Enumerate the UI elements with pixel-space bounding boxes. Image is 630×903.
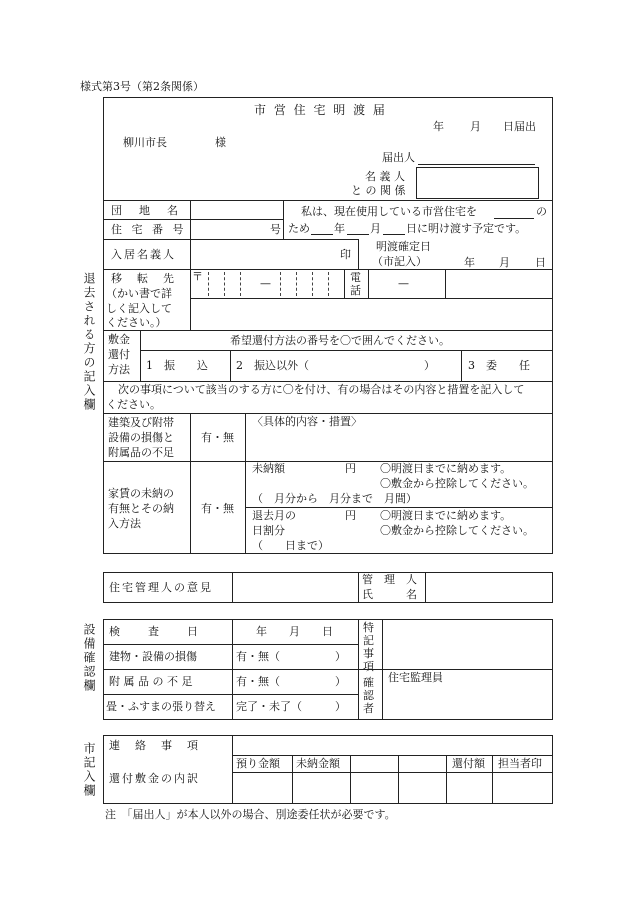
rent-label-2: 有無とその納 xyxy=(108,502,174,515)
rent-choice[interactable]: 有・無 xyxy=(201,502,234,515)
ake-month: 月 xyxy=(499,256,510,269)
form-title: 市 営 住 宅 明 渡 届 xyxy=(254,103,387,117)
date-submit-day: 日届出 xyxy=(503,120,536,133)
manager-name-label-2: 氏 名 xyxy=(362,588,417,601)
refund-detail-label: 還付敷金の内訳 xyxy=(109,772,200,785)
iten-label-4: ください。） xyxy=(106,316,167,329)
inspect-label: 検 査 日 xyxy=(109,625,200,638)
postal-mark: 〒 xyxy=(192,270,203,283)
postal-dash: — xyxy=(260,277,271,290)
statement-2b: 年 xyxy=(334,222,345,235)
go-unit: 号 xyxy=(270,223,281,236)
meigi-label: 入居名義人 xyxy=(111,248,176,261)
deposit-label-3: 方法 xyxy=(108,363,130,376)
contact-label: 連 絡 事 項 xyxy=(109,739,200,752)
iten-label-3: しく記入して xyxy=(106,302,172,315)
col-refund: 還付額 xyxy=(452,757,485,770)
rent-label-1: 家賃の未納の xyxy=(108,487,174,500)
rent-period: （ 月分から 月分まで 月間） xyxy=(252,492,417,505)
damage-detail-heading: 〈具体的内容・措置〉 xyxy=(252,415,362,428)
damage-choice[interactable]: 有・無 xyxy=(201,431,234,444)
facility-damage-label: 建物・設備の損傷 xyxy=(109,650,197,663)
date-year: 年 xyxy=(433,120,444,133)
iten-label-2: （かい書で詳 xyxy=(106,287,172,300)
facility-tatami-label: 畳・ふすまの張り替え xyxy=(106,700,216,713)
rent-option-c[interactable]: 〇明渡日までに納めます。 xyxy=(380,509,512,522)
statement-2c: 月 xyxy=(370,222,381,235)
facility-tatami-value[interactable]: 完了・未了（ ） xyxy=(236,700,346,713)
phone-label-2: 話 xyxy=(350,284,361,297)
ake-year: 年 xyxy=(464,256,475,269)
damage-label-1: 建築及び附帯 xyxy=(108,416,174,429)
col-unpaid: 未納金額 xyxy=(296,757,340,770)
items-instruction-1: 次の事項について該当のする方に〇を付け、有の場合はその内容と措置を記入して xyxy=(118,383,525,396)
side-label-facility: 設備確認欄 xyxy=(82,623,96,693)
supervisor-label: 住宅監理員 xyxy=(388,671,443,684)
rent-yen: 円 xyxy=(345,462,356,475)
submitter-label: 届出人 xyxy=(382,151,415,164)
manager-name-label-1: 管 理 人 xyxy=(362,573,417,586)
deposit-option-other[interactable]: 2 振込以外（ xyxy=(236,359,309,372)
date-month: 月 xyxy=(470,120,481,133)
addressee-name: 柳川市長 xyxy=(123,136,167,149)
side-label-city: 市記入欄 xyxy=(82,742,96,798)
col-deposit: 預り金額 xyxy=(236,757,280,770)
relation-label-1: 名 義 人 xyxy=(365,170,405,183)
rent-label-3: 入方法 xyxy=(108,517,141,530)
deposit-option-other-close: ） xyxy=(424,359,435,372)
rent-option-b[interactable]: 〇敷金から控除してください。 xyxy=(380,477,534,490)
submitter-input-line[interactable] xyxy=(418,164,535,165)
facility-missing-value[interactable]: 有・無（ ） xyxy=(236,675,346,688)
facility-damage-value[interactable]: 有・無（ ） xyxy=(236,650,346,663)
statement-no: の xyxy=(536,205,547,218)
rent-until: （ 日まで） xyxy=(252,539,329,552)
manager-opinion-label: 住宅管理人の意見 xyxy=(109,581,213,594)
jutaku-no-label: 住 宅 番 号 xyxy=(111,223,187,236)
rent-daily: 日割分 xyxy=(252,524,285,537)
phone-label-1: 電 xyxy=(350,271,361,284)
inspect-value: 年 月 日 xyxy=(256,625,333,638)
col-staff: 担当者印 xyxy=(498,757,542,770)
statement-1: 私は、現在使用している市営住宅を xyxy=(301,205,477,218)
seal-mark: 印 xyxy=(340,248,351,261)
akewatashi-label-1: 明渡確定日 xyxy=(376,240,431,253)
deposit-label-2: 還付 xyxy=(108,348,130,361)
rent-yen-2: 円 xyxy=(345,509,356,522)
relation-label-2: と の 関 係 xyxy=(351,184,406,197)
special-notes-label: 特記事項 xyxy=(363,621,374,673)
rent-option-a[interactable]: 〇明渡日までに納めます。 xyxy=(380,462,512,475)
side-label-leaver: 退去される方の記入欄 xyxy=(82,272,96,412)
facility-missing-label: 附 属 品 の 不 足 xyxy=(109,675,193,688)
danchi-label: 団 地 名 xyxy=(111,204,181,217)
rent-option-d[interactable]: 〇敷金から控除してください。 xyxy=(380,524,534,537)
deposit-instruction: 希望還付方法の番号を〇で囲んでください。 xyxy=(230,334,450,347)
form-code: 様式第3号（第2条関係） xyxy=(80,80,204,93)
damage-label-3: 附属品の不足 xyxy=(108,446,174,459)
deposit-option-transfer[interactable]: 1 振 込 xyxy=(146,359,208,372)
footnote: 注 「届出人」が本人以外の場合、別途委任状が必要です。 xyxy=(105,808,396,821)
deposit-label-1: 敷金 xyxy=(108,333,130,346)
rent-leave-month: 退去月の xyxy=(252,509,296,522)
iten-label-1: 移 転 先 xyxy=(111,272,176,285)
addressee-honorific: 様 xyxy=(215,136,226,149)
statement-2a: ため xyxy=(288,222,310,235)
items-instruction-2: ください。 xyxy=(106,398,161,411)
phone-dash: — xyxy=(398,277,409,290)
relation-input-box[interactable] xyxy=(416,167,539,199)
ake-day: 日 xyxy=(535,256,546,269)
rent-unpaid: 未納額 xyxy=(252,462,285,475)
akewatashi-label-2: （市記入） xyxy=(372,255,427,268)
damage-label-2: 設備の損傷と xyxy=(108,431,174,444)
statement-2d: 日に明け渡す予定です。 xyxy=(406,222,527,235)
confirmer-label: 確認者 xyxy=(363,676,374,715)
deposit-option-delegate[interactable]: 3 委 任 xyxy=(468,359,530,372)
